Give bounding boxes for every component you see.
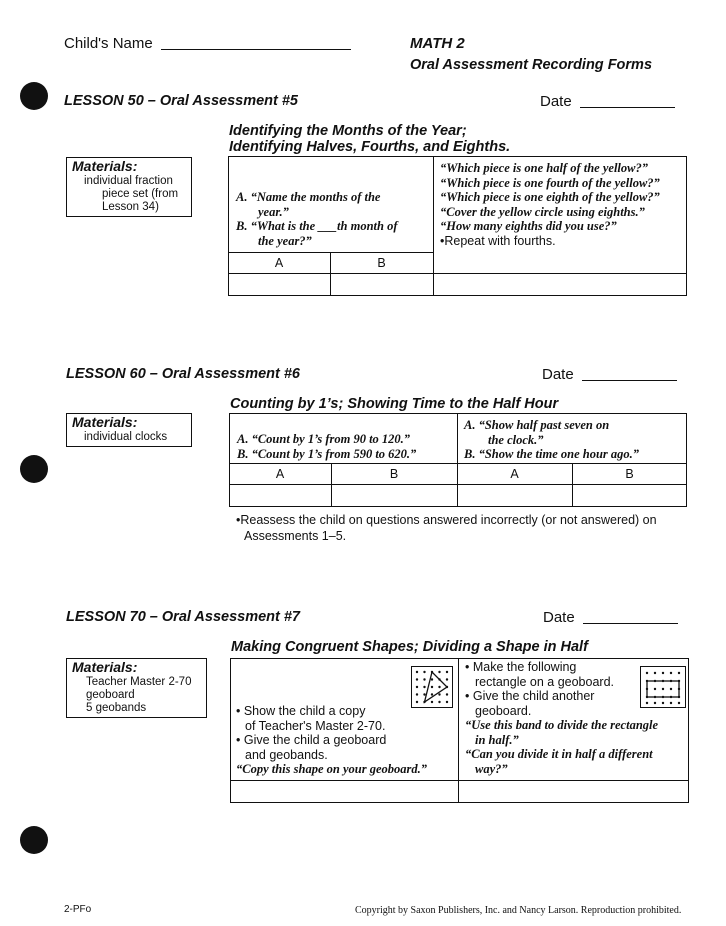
score-cell-right[interactable] (459, 781, 688, 802)
question-a-cont: the clock.” (488, 432, 544, 447)
materials-item: piece set (from (102, 188, 179, 200)
binder-hole-top (20, 82, 48, 110)
instruction-line: and geobands. (245, 747, 328, 762)
lesson-70-right-instructions (465, 660, 687, 776)
materials-heading: Materials: (72, 158, 138, 174)
materials-item: Teacher Master 2-70 (86, 676, 192, 688)
instruction-line: geoboard. (475, 703, 532, 718)
column-header-b: B (389, 467, 399, 481)
page-subtitle: Oral Assessment Recording Forms (410, 57, 653, 73)
lesson-50-materials-box (66, 157, 192, 217)
score-cell-b[interactable] (331, 274, 432, 295)
instruction-line: rectangle on a geoboard. (475, 674, 614, 689)
question-line: “Which piece is one fourth of the yellow?” (440, 175, 660, 190)
question-a: A. “Show half past seven on (464, 418, 610, 432)
score-cell-b[interactable] (332, 485, 456, 506)
instruction-line: • Show the child a copy (236, 704, 366, 718)
child-name-field[interactable] (161, 49, 351, 50)
materials-item: geoboard (86, 689, 135, 701)
lesson-70-topic: Making Congruent Shapes; Dividing a Shape in Half (231, 639, 588, 655)
reassess-line-2: Assessments 1–5. (244, 529, 347, 543)
score-cell-b[interactable] (573, 485, 686, 506)
lesson-70-left-instructions (236, 704, 456, 777)
question-line: “How many eighths did you use?” (440, 219, 617, 233)
materials-heading: Materials: (72, 414, 138, 430)
question-b: B. “What is the ___th month of (236, 219, 398, 233)
question-line: “Copy this shape on your geoboard.” (236, 762, 427, 776)
lesson-50-topic-2: Identifying Halves, Fourths, and Eighths. (229, 139, 511, 155)
lesson-60-date-field[interactable] (582, 380, 677, 381)
column-header-b: B (625, 467, 634, 481)
question-line: “Which piece is one eighth of the yellow?” (440, 190, 660, 204)
score-cell-a[interactable] (229, 274, 329, 295)
question-b: B. “Count by 1’s from 590 to 620.” (237, 446, 417, 461)
lesson-70-date-field[interactable] (583, 623, 678, 624)
score-cell-a[interactable] (230, 485, 330, 506)
materials-item: individual fraction (84, 175, 173, 187)
lesson-60-left-questions (237, 432, 457, 461)
instruction-line: of Teacher's Master 2-70. (245, 718, 386, 733)
repeat-note: •Repeat with fourths. (440, 233, 556, 248)
lesson-70-title: LESSON 70 – Oral Assessment #7 (66, 609, 300, 625)
score-cell-a[interactable] (458, 485, 571, 506)
footer-copyright: Copyright by Saxon Publishers, Inc. and Nancy Larson. Reproduction prohibited. (355, 905, 682, 916)
column-header-a: A (274, 256, 284, 270)
lesson-50-topic-1: Identifying the Months of the Year; (229, 123, 467, 139)
lesson-60-materials-box (66, 413, 192, 447)
lesson-70-materials-box (66, 658, 207, 718)
question-line: “Cover the yellow circle using eighths.” (440, 204, 645, 219)
score-cell-left[interactable] (231, 781, 457, 802)
lesson-50-title: LESSON 50 – Oral Assessment #5 (64, 93, 298, 109)
course-title: MATH 2 (410, 35, 465, 52)
reassess-note (236, 512, 657, 544)
lesson-50-date-field[interactable] (580, 107, 675, 108)
instruction-line: • Give the child another (465, 689, 595, 703)
question-b: B. “Show the time one hour ago.” (464, 447, 640, 461)
lesson-50-date-label: Date (540, 93, 572, 110)
materials-item: 5 geobands (86, 702, 147, 714)
lesson-70-date-label: Date (543, 609, 575, 626)
column-header-a: A (275, 467, 285, 481)
materials-item: Lesson 34) (102, 201, 159, 213)
question-line: “Which piece is one half of the yellow?” (440, 161, 648, 175)
lesson-60-date-label: Date (542, 366, 574, 383)
lesson-60-right-questions (464, 418, 686, 462)
question-a: A. “Count by 1’s from 90 to 120.” (237, 432, 411, 446)
lesson-50-right-questions (440, 161, 690, 248)
question-a: A. “Name the months of the (236, 190, 381, 204)
column-header-a: A (510, 467, 519, 481)
question-line: “Use this band to divide the rectangle (465, 718, 659, 732)
divider (229, 463, 687, 464)
materials-item: individual clocks (84, 431, 168, 443)
binder-hole-bottom (20, 826, 48, 854)
lesson-60-topic: Counting by 1’s; Showing Time to the Half Hour (230, 396, 559, 412)
reassess-line-1: •Reassess the child on questions answered incorrectly (or not answered) on (236, 513, 657, 527)
instruction-line: • Give the child a geoboard (236, 733, 387, 747)
geoboard-triangle-icon (411, 666, 453, 708)
question-line: way?” (475, 761, 508, 776)
child-name-label: Child's Name (64, 35, 153, 52)
question-a-cont: year.” (258, 204, 289, 219)
binder-hole-middle (20, 455, 48, 483)
footer-code: 2-PFo (64, 904, 92, 915)
score-cell-right[interactable] (434, 274, 686, 295)
materials-heading: Materials: (72, 659, 138, 675)
instruction-line: • Make the following (465, 660, 577, 674)
question-line: in half.” (475, 732, 519, 747)
column-header-b: B (377, 256, 386, 270)
question-line: “Can you divide it in half a different (465, 747, 653, 761)
question-b-cont: the year?” (258, 233, 312, 248)
lesson-60-title: LESSON 60 – Oral Assessment #6 (66, 366, 300, 382)
lesson-50-left-questions (236, 190, 432, 248)
